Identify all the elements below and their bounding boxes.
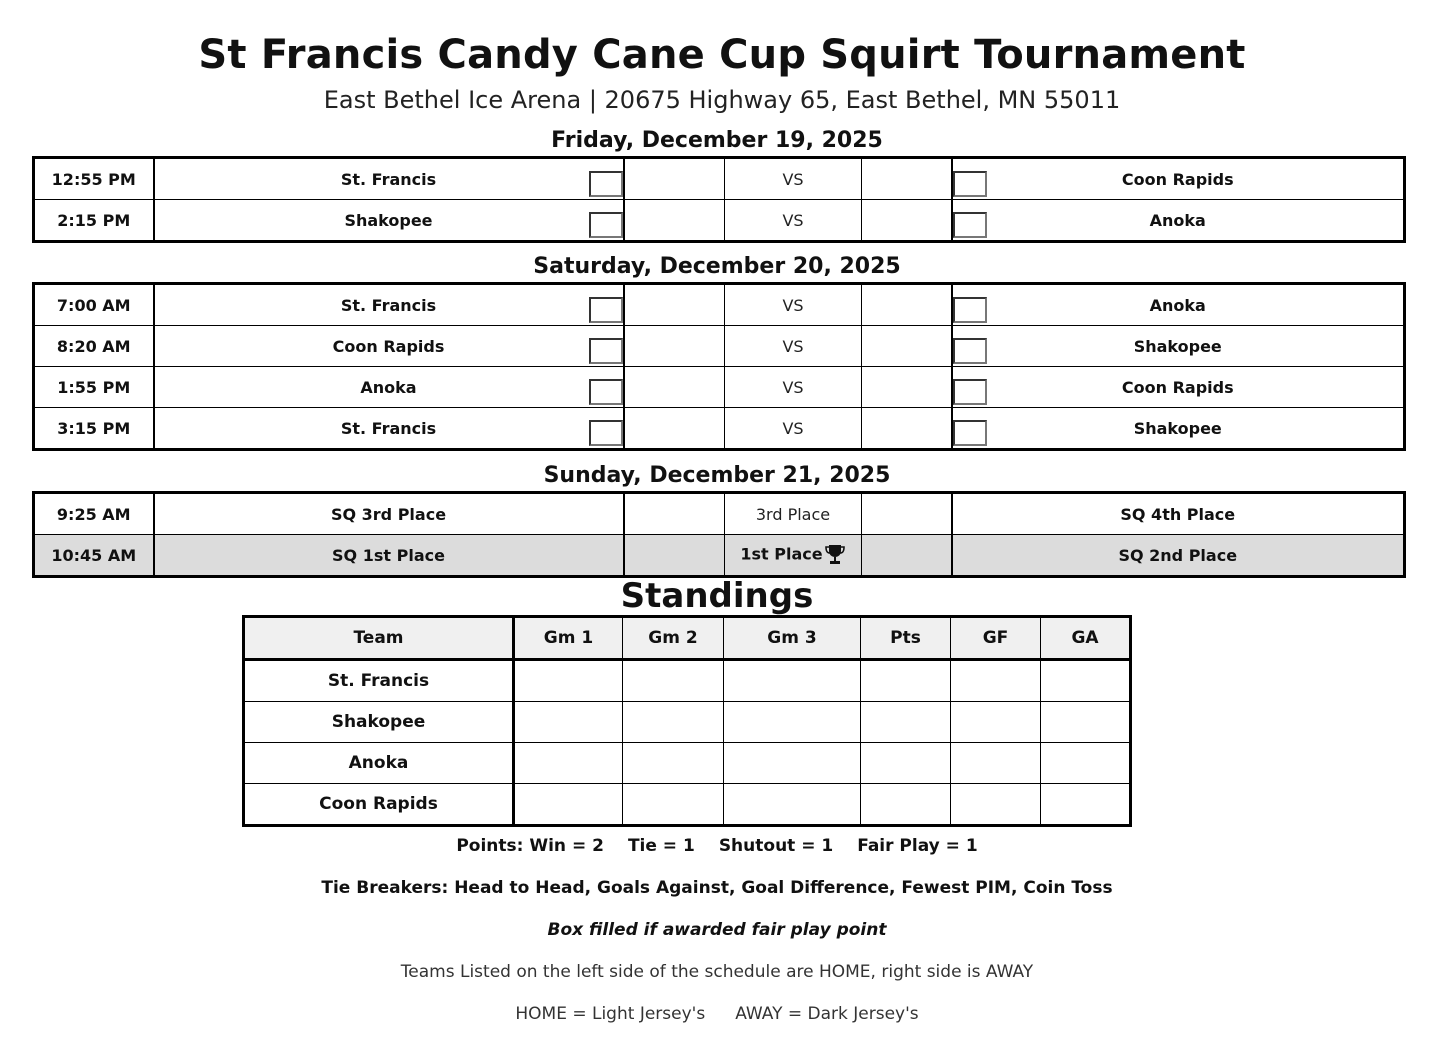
away-score[interactable] <box>862 493 952 535</box>
team-name: Shakopee <box>244 702 514 743</box>
away-score[interactable] <box>862 326 952 367</box>
fair-play-checkbox[interactable] <box>953 338 987 364</box>
standings-cell[interactable] <box>861 743 951 784</box>
home-team: Shakopee <box>154 200 624 242</box>
standings-header-row <box>244 617 1131 660</box>
fair-play-checkbox[interactable] <box>953 297 987 323</box>
standings-row <box>244 702 1131 743</box>
game-row <box>34 367 1405 408</box>
venue-subtitle: East Bethel Ice Arena | 20675 Highway 65, East Bethel, MN 55011 <box>323 86 1121 114</box>
standings-cell[interactable] <box>1041 743 1131 784</box>
home-score[interactable] <box>624 200 725 242</box>
standings-cell[interactable] <box>951 784 1041 826</box>
game-row <box>34 200 1405 242</box>
standings-cell[interactable] <box>514 784 623 826</box>
fair-play-checkbox[interactable] <box>589 297 623 323</box>
home-score[interactable] <box>624 326 725 367</box>
away-score[interactable] <box>862 158 952 200</box>
game-time: 8:20 AM <box>34 326 154 367</box>
home-team: Coon Rapids <box>154 326 624 367</box>
vs-label: VS <box>725 284 862 326</box>
game-time: 12:55 PM <box>34 158 154 200</box>
home-score[interactable] <box>624 158 725 200</box>
schedule-friday <box>32 156 1406 243</box>
standings-row <box>244 660 1131 702</box>
home-away-note: Teams Listed on the left side of the schedule are HOME, right side is AWAY <box>400 962 1034 982</box>
game-row <box>34 493 1405 535</box>
team-name: St. Francis <box>244 660 514 702</box>
standings-cell[interactable] <box>623 784 724 826</box>
fair-play-checkbox[interactable] <box>589 171 623 197</box>
away-score[interactable] <box>862 408 952 450</box>
game-time: 1:55 PM <box>34 367 154 408</box>
standings-title: Standings <box>620 576 814 616</box>
standings-cell[interactable] <box>1041 784 1131 826</box>
day-heading-saturday: Saturday, December 20, 2025 <box>533 254 901 279</box>
game-time: 10:45 AM <box>34 535 154 577</box>
team-name: Coon Rapids <box>244 784 514 826</box>
away-team: SQ 2nd Place <box>952 535 1405 577</box>
championship-label: 1st Place <box>725 535 862 577</box>
championship-row <box>34 535 1405 577</box>
away-team: Anoka <box>952 284 1405 326</box>
standings-cell[interactable] <box>514 702 623 743</box>
home-score[interactable] <box>624 408 725 450</box>
schedule-sunday <box>32 491 1406 578</box>
game-row <box>34 326 1405 367</box>
col-header: Gm 1 <box>514 617 623 660</box>
home-team: St. Francis <box>154 158 624 200</box>
game-time: 9:25 AM <box>34 493 154 535</box>
standings-cell[interactable] <box>514 660 623 702</box>
col-header: Gm 2 <box>623 617 724 660</box>
standings-cell[interactable] <box>724 784 861 826</box>
team-name: Anoka <box>244 743 514 784</box>
standings-cell[interactable] <box>951 702 1041 743</box>
jersey-note: HOME = Light Jersey's AWAY = Dark Jersey's <box>515 1004 919 1024</box>
standings-cell[interactable] <box>951 743 1041 784</box>
standings-cell[interactable] <box>1041 702 1131 743</box>
points-legend: Points: Win = 2 Tie = 1 Shutout = 1 Fair Play = 1 <box>456 836 978 856</box>
standings-row <box>244 784 1131 826</box>
away-score[interactable] <box>862 535 952 577</box>
day-heading-friday: Friday, December 19, 2025 <box>551 128 883 153</box>
tie-breakers: Tie Breakers: Head to Head, Goals Against, Goal Difference, Fewest PIM, Coin Toss <box>321 878 1113 898</box>
standings-cell[interactable] <box>861 660 951 702</box>
col-header: Gm 3 <box>724 617 861 660</box>
vs-label: VS <box>725 200 862 242</box>
game-row <box>34 408 1405 450</box>
away-team: Shakopee <box>952 408 1405 450</box>
schedule-saturday <box>32 282 1406 451</box>
page-title: St Francis Candy Cane Cup Squirt Tournament <box>198 32 1246 78</box>
vs-label: VS <box>725 367 862 408</box>
game-row <box>34 284 1405 326</box>
fair-play-checkbox[interactable] <box>589 212 623 238</box>
fair-play-checkbox[interactable] <box>589 338 623 364</box>
fair-play-checkbox[interactable] <box>589 420 623 446</box>
col-header: Pts <box>861 617 951 660</box>
away-score[interactable] <box>862 284 952 326</box>
col-header: GA <box>1041 617 1131 660</box>
home-team: Anoka <box>154 367 624 408</box>
home-score[interactable] <box>624 535 725 577</box>
standings-cell[interactable] <box>724 702 861 743</box>
away-team: SQ 4th Place <box>952 493 1405 535</box>
away-score[interactable] <box>862 200 952 242</box>
away-team: Shakopee <box>952 326 1405 367</box>
home-score[interactable] <box>624 367 725 408</box>
away-team: Anoka <box>952 200 1405 242</box>
standings-cell[interactable] <box>861 784 951 826</box>
home-team: St. Francis <box>154 408 624 450</box>
away-score[interactable] <box>862 367 952 408</box>
game-row <box>34 158 1405 200</box>
standings-cell[interactable] <box>623 660 724 702</box>
standings-row <box>244 743 1131 784</box>
away-team: Coon Rapids <box>952 367 1405 408</box>
game-time: 2:15 PM <box>34 200 154 242</box>
game-label: 3rd Place <box>725 493 862 535</box>
fair-play-checkbox[interactable] <box>953 212 987 238</box>
standings-cell[interactable] <box>724 743 861 784</box>
col-header: GF <box>951 617 1041 660</box>
day-heading-sunday: Sunday, December 21, 2025 <box>543 463 891 488</box>
vs-label: VS <box>725 326 862 367</box>
fair-play-note: Box filled if awarded fair play point <box>547 920 887 940</box>
trophy-icon <box>824 543 846 567</box>
game-time: 3:15 PM <box>34 408 154 450</box>
home-score[interactable] <box>624 493 725 535</box>
standings-cell[interactable] <box>623 743 724 784</box>
standings-cell[interactable] <box>951 660 1041 702</box>
fair-play-checkbox[interactable] <box>589 379 623 405</box>
standings-cell[interactable] <box>724 660 861 702</box>
col-header: Team <box>244 617 514 660</box>
standings-cell[interactable] <box>514 743 623 784</box>
fair-play-checkbox[interactable] <box>953 171 987 197</box>
fair-play-checkbox[interactable] <box>953 420 987 446</box>
standings-cell[interactable] <box>861 702 951 743</box>
home-team: St. Francis <box>154 284 624 326</box>
vs-label: VS <box>725 158 862 200</box>
fair-play-checkbox[interactable] <box>953 379 987 405</box>
home-score[interactable] <box>624 284 725 326</box>
game-time: 7:00 AM <box>34 284 154 326</box>
home-team: SQ 3rd Place <box>154 493 624 535</box>
standings-cell[interactable] <box>1041 660 1131 702</box>
standings-table <box>242 615 1132 827</box>
vs-label: VS <box>725 408 862 450</box>
away-team: Coon Rapids <box>952 158 1405 200</box>
home-team: SQ 1st Place <box>154 535 624 577</box>
standings-cell[interactable] <box>623 702 724 743</box>
